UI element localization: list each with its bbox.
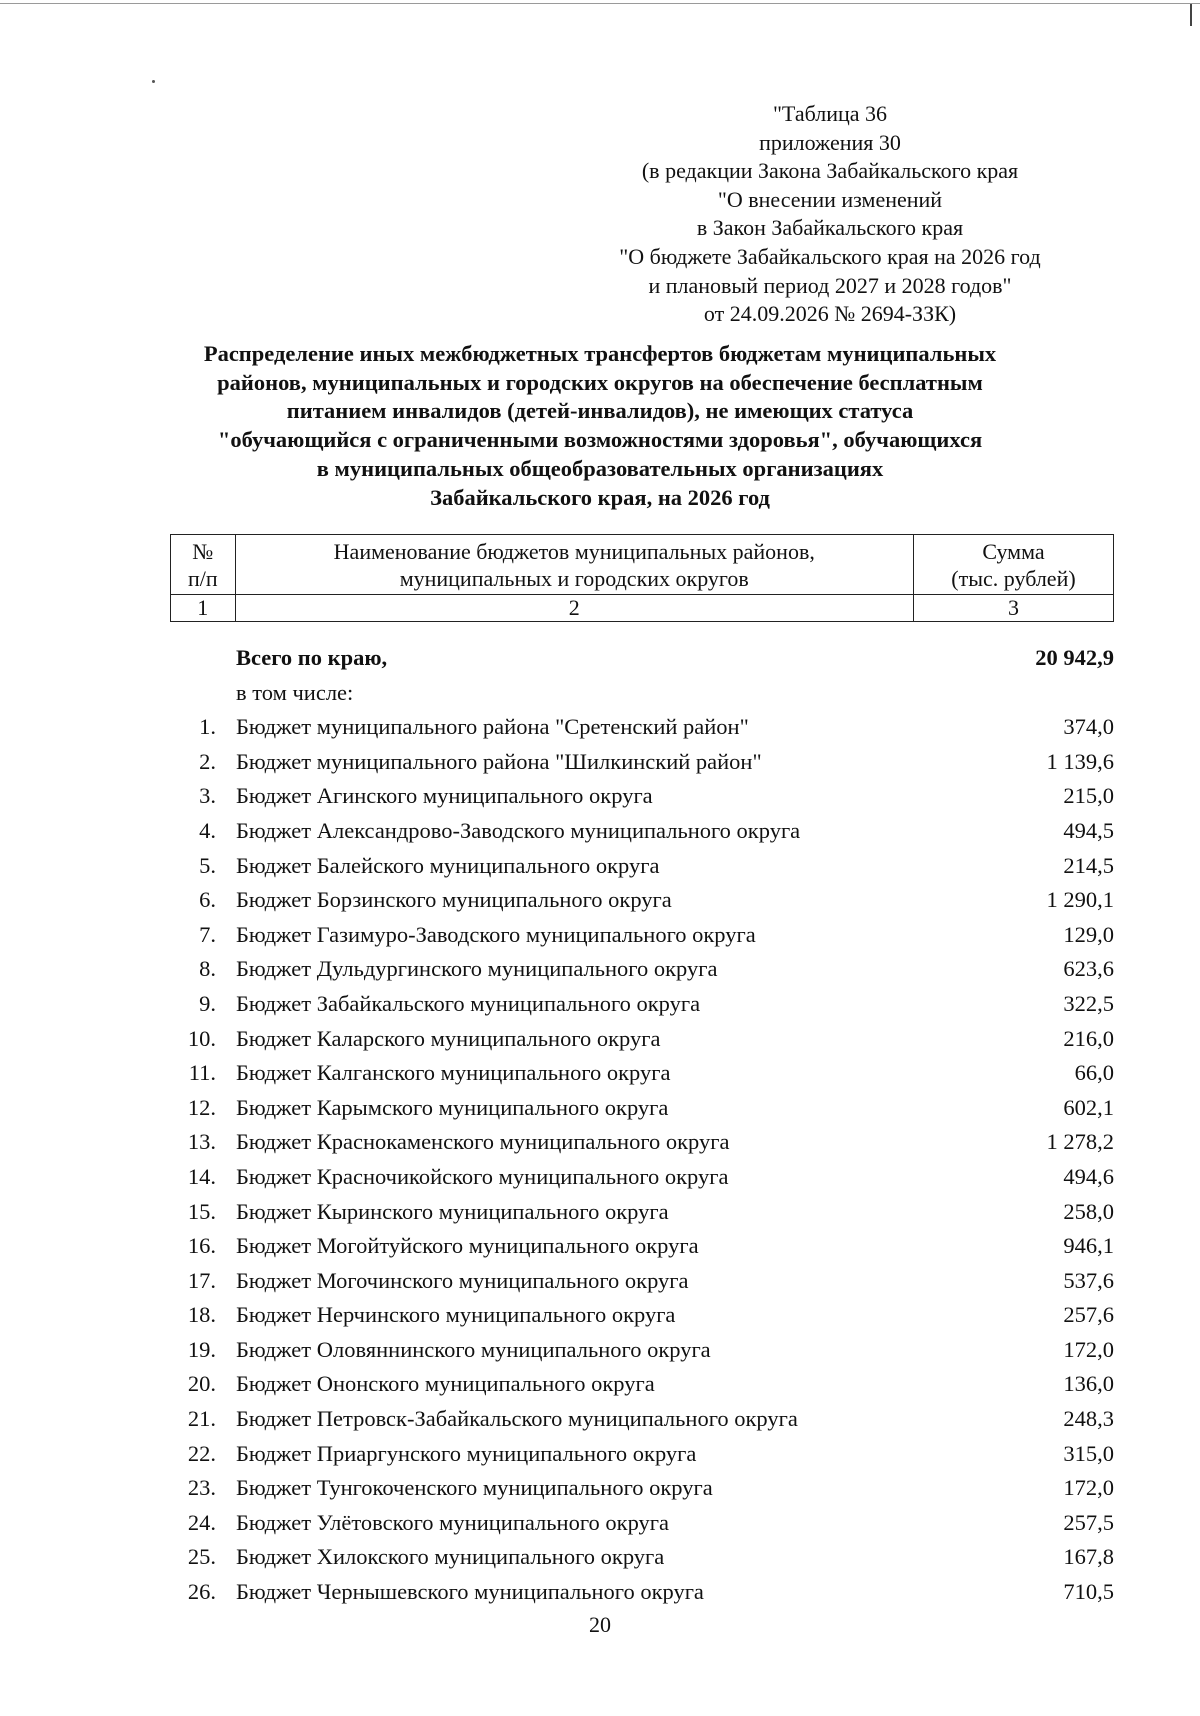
row-number: 6.	[199, 887, 216, 913]
title-line: районов, муниципальных и городских округов на обеспечение бесплатным	[217, 369, 983, 395]
page-number: 20	[589, 1612, 611, 1637]
budget-amount: 494,5	[1063, 817, 1114, 843]
budget-name: Бюджет Александрово-Заводского муниципального округа	[236, 817, 801, 843]
budget-name: Бюджет Забайкальского муниципального округа	[236, 990, 701, 1016]
budget-amount: 129,0	[1063, 921, 1114, 947]
header-amount-line: Сумма	[982, 538, 1045, 564]
budget-amount: 1 139,6	[1046, 748, 1114, 774]
table-row	[170, 1022, 1114, 1057]
row-number: 5.	[199, 852, 216, 878]
column-number-row	[171, 595, 1114, 622]
header-line: "О внесении изменений	[717, 186, 943, 212]
total-row	[170, 641, 1114, 676]
budget-name: Бюджет Калганского муниципального округа	[236, 1060, 671, 1086]
budget-name: Бюджет Агинского муниципального округа	[236, 783, 653, 809]
title-line: в муниципальных общеобразовательных организациях	[316, 455, 884, 481]
table-row	[170, 1264, 1114, 1299]
budget-amount: 66,0	[1074, 1060, 1114, 1086]
budget-amount: 216,0	[1063, 1025, 1114, 1051]
table-row	[170, 779, 1114, 814]
budget-name: Бюджет Тунгокоченского муниципального округа	[236, 1475, 713, 1501]
row-number: 8.	[199, 956, 216, 982]
header-cell-name	[235, 535, 913, 595]
budget-name: Бюджет Краснокаменского муниципального округа	[236, 1129, 730, 1155]
row-number: 23.	[187, 1475, 216, 1501]
budget-name: Бюджет Борзинского муниципального округа	[236, 887, 672, 913]
budget-name: Бюджет Могочинского муниципального округа	[236, 1267, 689, 1293]
title-line: Распределение иных межбюджетных трансфертов бюджетам муниципальных	[203, 341, 997, 366]
row-number: 17.	[187, 1267, 216, 1293]
row-number: 12.	[187, 1094, 216, 1120]
budget-amount: 374,0	[1063, 714, 1114, 740]
budget-amount: 537,6	[1063, 1267, 1114, 1293]
budget-name: Бюджет Красночикойского муниципального округа	[236, 1163, 729, 1189]
row-number: 22.	[187, 1440, 216, 1466]
table-row	[170, 1091, 1114, 1126]
header-number-line: п/п	[187, 565, 218, 591]
subtotal-note: в том числе:	[236, 679, 354, 705]
budget-name: Бюджет Хилокского муниципального округа	[236, 1544, 665, 1570]
header-line: (в редакции Закона Забайкальского края	[641, 158, 1019, 184]
subtotal-note-row	[170, 676, 1114, 711]
table-row	[170, 1229, 1114, 1264]
table-header	[170, 534, 1114, 622]
row-number: 19.	[187, 1336, 216, 1362]
header-name-line: муниципальных и городских округов	[399, 565, 749, 591]
title-line: питанием инвалидов (детей-инвалидов), не имеющих статуса	[286, 398, 914, 424]
table-row	[170, 1471, 1114, 1506]
row-number: 14.	[187, 1163, 216, 1189]
budget-amount: 136,0	[1063, 1371, 1114, 1397]
budget-amount: 214,5	[1063, 852, 1114, 878]
row-number: 1.	[199, 714, 216, 740]
header-line: и плановый период 2027 и 2028 годов"	[648, 272, 1012, 298]
table-row	[170, 1160, 1114, 1195]
budget-name: Бюджет Могойтуйского муниципального округа	[236, 1233, 699, 1259]
row-number: 13.	[187, 1129, 216, 1155]
table-row	[170, 1402, 1114, 1437]
header-cell-amount	[913, 535, 1113, 595]
budget-amount: 946,1	[1063, 1233, 1114, 1259]
header-line: "О бюджете Забайкальского края на 2026 год	[619, 243, 1041, 269]
table-row	[170, 1125, 1114, 1160]
budget-name: Бюджет Дульдургинского муниципального округа	[236, 956, 718, 982]
scan-border-line	[0, 3, 1200, 4]
table-row	[170, 1506, 1114, 1541]
row-number: 26.	[187, 1579, 216, 1605]
table-row	[170, 918, 1114, 953]
row-number: 20.	[187, 1371, 216, 1397]
row-number: 4.	[199, 817, 216, 843]
budget-amount: 167,8	[1063, 1544, 1114, 1570]
row-number: 3.	[199, 783, 216, 809]
budget-amount: 602,1	[1063, 1094, 1114, 1120]
header-cell-number	[171, 535, 236, 595]
budget-amount: 322,5	[1063, 990, 1114, 1016]
table-row	[170, 1333, 1114, 1368]
table-row	[170, 987, 1114, 1022]
header-name-line: Наименование бюджетов муниципальных районов,	[333, 538, 815, 564]
row-number: 16.	[187, 1233, 216, 1259]
table-row	[170, 814, 1114, 849]
table-row	[170, 745, 1114, 780]
table-row	[170, 1437, 1114, 1472]
budget-amount: 172,0	[1063, 1475, 1114, 1501]
budget-name: Бюджет муниципального района "Шилкинский район"	[236, 748, 762, 774]
column-number: 3	[913, 595, 1113, 622]
budget-name: Бюджет Кыринского муниципального округа	[236, 1198, 669, 1224]
column-number: 1	[171, 595, 236, 622]
budget-name: Бюджет Нерчинского муниципального округа	[236, 1302, 676, 1328]
budget-name: Бюджет Чернышевского муниципального округа	[236, 1579, 704, 1605]
table-row	[170, 1056, 1114, 1091]
budget-amount: 623,6	[1063, 956, 1114, 982]
budget-name: Бюджет Балейского муниципального округа	[236, 852, 660, 878]
row-number: 9.	[199, 990, 216, 1016]
table-row	[170, 952, 1114, 987]
header-number-line: №	[192, 538, 214, 564]
row-number: 21.	[187, 1406, 216, 1432]
header-line: в Закон Забайкальского края	[696, 215, 964, 241]
title-line: "обучающийся с ограниченными возможностями здоровья", обучающихся	[217, 427, 983, 453]
header-amount-line: (тыс. рублей)	[951, 565, 1076, 591]
budget-amount: 172,0	[1063, 1336, 1114, 1362]
row-number: 2.	[199, 748, 216, 774]
budget-name: Бюджет Улётовского муниципального округа	[236, 1509, 669, 1535]
table-row	[170, 849, 1114, 884]
scan-edge-mark	[1190, 4, 1192, 26]
table-row	[170, 1298, 1114, 1333]
budget-amount: 248,3	[1063, 1406, 1114, 1432]
budget-amount: 215,0	[1063, 783, 1114, 809]
header-line: "Таблица 36	[772, 101, 888, 126]
table-row	[170, 1540, 1114, 1575]
table-body	[170, 641, 1114, 1610]
budget-name: Бюджет муниципального района "Сретенский район"	[236, 714, 749, 740]
budget-amount: 1 278,2	[1046, 1129, 1114, 1155]
column-number: 2	[235, 595, 913, 622]
budget-name: Бюджет Приаргунского муниципального округа	[236, 1440, 697, 1466]
budget-amount: 710,5	[1063, 1579, 1114, 1605]
table-row	[170, 710, 1114, 745]
budget-name: Бюджет Ононского муниципального округа	[236, 1371, 655, 1397]
budget-amount: 257,5	[1063, 1509, 1114, 1535]
title-line: Забайкальского края, на 2026 год	[430, 484, 770, 510]
budget-amount: 258,0	[1063, 1198, 1114, 1224]
budget-name: Бюджет Карымского муниципального округа	[236, 1094, 669, 1120]
row-number: 15.	[187, 1198, 216, 1224]
table-row	[170, 883, 1114, 918]
appendix-reference-header	[560, 100, 1100, 329]
row-number: 10.	[187, 1025, 216, 1051]
row-number: 11.	[188, 1060, 216, 1086]
row-number: 25.	[187, 1544, 216, 1570]
budget-amount: 315,0	[1063, 1440, 1114, 1466]
table-row	[170, 1575, 1114, 1610]
budget-name: Бюджет Каларского муниципального округа	[236, 1025, 661, 1051]
row-number: 7.	[199, 921, 216, 947]
table-row	[170, 1367, 1114, 1402]
header-line: приложения 30	[759, 129, 901, 155]
scan-speck	[152, 80, 155, 83]
table-row	[170, 1195, 1114, 1230]
total-label: Всего по краю,	[236, 645, 388, 670]
header-line: от 24.09.2026 № 2694-ЗЗК)	[703, 301, 957, 327]
total-value: 20 942,9	[1035, 645, 1114, 670]
budget-name: Бюджет Петровск-Забайкальского муниципального округа	[236, 1406, 798, 1432]
row-number: 24.	[187, 1509, 216, 1535]
table-header-row	[171, 535, 1114, 595]
budget-amount: 1 290,1	[1046, 887, 1114, 913]
budget-amount: 257,6	[1063, 1302, 1114, 1328]
budget-amount: 494,6	[1063, 1163, 1114, 1189]
document-title	[140, 340, 1060, 512]
row-number: 18.	[187, 1302, 216, 1328]
budget-name: Бюджет Газимуро-Заводского муниципального округа	[236, 921, 756, 947]
budget-name: Бюджет Оловяннинского муниципального округа	[236, 1336, 711, 1362]
